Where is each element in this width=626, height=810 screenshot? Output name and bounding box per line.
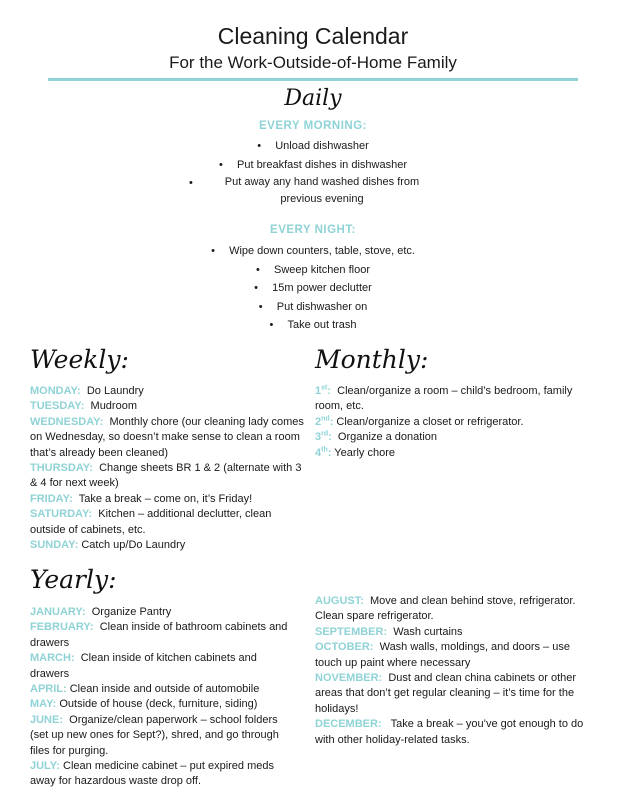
list-item: AUGUST: Move and clean behind stove, refrigerator. Clean spare refrigerator.: [315, 595, 576, 623]
list-item: JULY: Clean medicine cabinet – put expired meds away for hazardous waste drop off.: [30, 760, 274, 788]
list-item: THURSDAY: Change sheets BR 1 & 2 (alternate with 3 & 4 for next week): [30, 462, 302, 490]
list-item: SATURDAY: Kitchen – additional declutter, clean outside of cabinets, etc.: [30, 508, 272, 536]
list-item: • Unload dishwasher: [257, 140, 369, 152]
page-subtitle: For the Work-Outside-of-Home Family: [169, 53, 457, 72]
list-item: APRIL: Clean inside and outside of automobile: [30, 683, 260, 696]
list-item: DECEMBER: Take a break – you’ve got enough to do with other holiday-related tasks.: [315, 718, 584, 746]
monthly-heading: Monthly:: [315, 345, 429, 374]
yearly-heading: Yearly:: [30, 565, 117, 594]
list-item: MONDAY: Do Laundry: [30, 385, 144, 397]
list-item: FRIDAY: Take a break – come on, it’s Friday!: [30, 492, 253, 505]
list-item: TUESDAY: Mudroom: [30, 400, 137, 413]
night-list: [0, 242, 626, 335]
list-item: WEDNESDAY: Monthly chore (our cleaning lady comes on Wednesday, so doesn’t make sense to clean a room that’s already been cleaned): [30, 415, 304, 459]
yearly-list-left: [30, 605, 298, 790]
list-item: • Put dishwasher on: [258, 300, 368, 313]
list-item: 2nd: Clean/organize a closet or refrigerator.: [315, 415, 524, 428]
list-item: FEBRUARY: Clean inside of bathroom cabinets and drawers: [30, 621, 288, 649]
list-item: MAY: Outside of house (deck, furniture, siding): [30, 698, 258, 711]
list-item: MARCH: Clean inside of kitchen cabinets and drawers: [30, 652, 257, 680]
list-item: 4th: Yearly chore: [315, 445, 396, 459]
list-item: JUNE: Organize/clean paperwork – school folders (set up new ones for Sept?), shred, and go through files for purging.: [30, 713, 279, 757]
page-title: Cleaning Calendar: [217, 23, 409, 49]
list-item: • Take out trash: [269, 319, 357, 331]
title-divider: [48, 78, 578, 81]
morning-heading: EVERY MORNING:: [259, 120, 367, 132]
weekly-list: [30, 384, 305, 553]
list-item: SEPTEMBER: Wash curtains: [315, 625, 463, 638]
list-item: JANUARY: Organize Pantry: [30, 606, 172, 618]
yearly-list-right: [315, 594, 595, 748]
list-item: • Wipe down counters, table, stove, etc.: [211, 245, 415, 257]
list-item: • Put away any hand washed dishes from previous evening: [189, 176, 420, 205]
morning-list: [0, 137, 626, 208]
list-item: • 15m power declutter: [254, 282, 372, 294]
weekly-heading: Weekly:: [30, 345, 129, 374]
list-item: 1st: Clean/organize a room – child’s bedroom, family room, etc.: [315, 384, 573, 413]
list-item: • Put breakfast dishes in dishwasher: [219, 158, 407, 171]
list-item: 3rd: Organize a donation: [315, 430, 437, 444]
list-item: OCTOBER: Wash walls, moldings, and doors – use touch up paint where necessary: [315, 641, 570, 669]
daily-heading: Daily: [284, 86, 342, 111]
night-heading: EVERY NIGHT:: [270, 224, 356, 236]
list-item: SUNDAY: Catch up/Do Laundry: [30, 539, 186, 552]
list-item: • Sweep kitchen floor: [256, 263, 370, 276]
monthly-list: [315, 384, 595, 461]
list-item: NOVEMBER: Dust and clean china cabinets or other areas that don’t get regular cleaning – it’s time for the holidays!: [315, 672, 577, 715]
